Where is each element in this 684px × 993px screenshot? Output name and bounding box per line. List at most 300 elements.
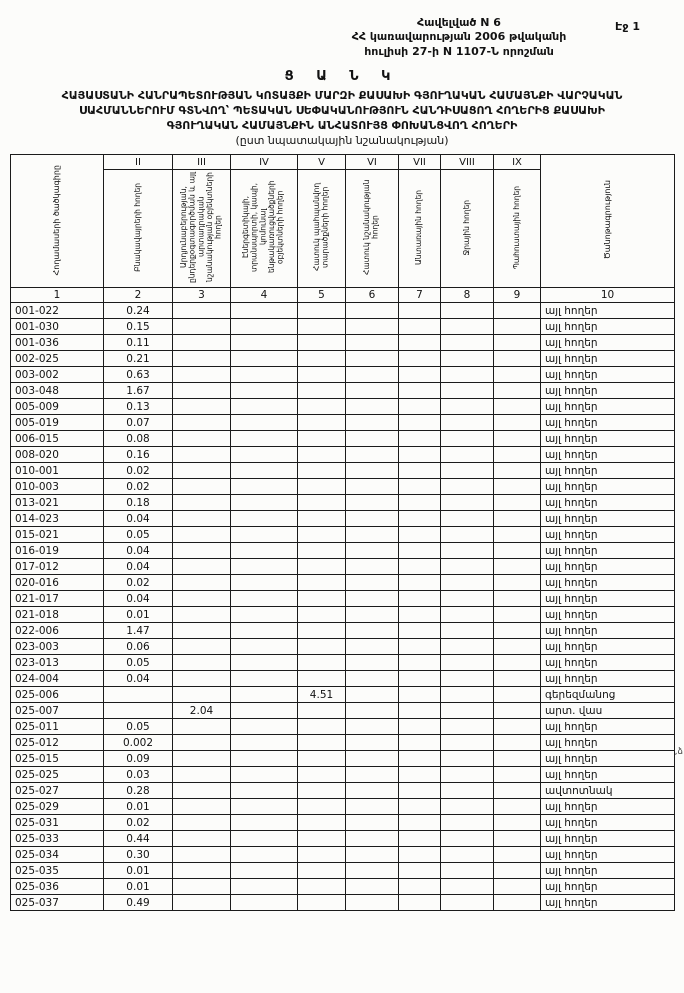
- value-cell: [173, 511, 231, 527]
- value-cell: [494, 319, 541, 335]
- value-cell: [399, 559, 441, 575]
- value-cell: [441, 527, 494, 543]
- value-cell: [298, 383, 346, 399]
- note-cell: այլ հողեր: [541, 303, 675, 319]
- value-cell: [441, 495, 494, 511]
- parcel-code-cell: 001-030: [11, 319, 104, 335]
- value-cell: [399, 703, 441, 719]
- value-cell: [399, 319, 441, 335]
- roman-numeral-ii: II: [104, 155, 173, 170]
- value-cell: [399, 591, 441, 607]
- value-cell: [173, 303, 231, 319]
- value-cell: [494, 687, 541, 703]
- value-cell: [346, 815, 399, 831]
- title-line-2: ՍԱՀՄԱՆՆԵՐՈՒՄ ԳՏՆՎՈՂ՝ ՊԵՏԱԿԱՆ ՍԵՓԱԿԱՆՈՒԹՅՈՒՆ ՀԱՆԴԻՍԱՑՈՂ ՀՈՂԵՐԻՑ ՔԱՍԱԽԻ: [79, 103, 605, 117]
- value-cell: 0.01: [104, 863, 173, 879]
- value-cell: [231, 415, 298, 431]
- value-cell: [231, 591, 298, 607]
- value-cell: [494, 799, 541, 815]
- value-cell: [298, 463, 346, 479]
- value-cell: [494, 703, 541, 719]
- value-cell: [173, 591, 231, 607]
- value-cell: [173, 319, 231, 335]
- value-cell: [231, 655, 298, 671]
- value-cell: [441, 799, 494, 815]
- note-cell: ավտոտնակ: [541, 783, 675, 799]
- column-header-energy-transport-lands: [231, 170, 298, 288]
- value-cell: 0.16: [104, 447, 173, 463]
- value-cell: [298, 783, 346, 799]
- value-cell: [346, 687, 399, 703]
- table-row: [11, 863, 675, 879]
- value-cell: [494, 847, 541, 863]
- table-row: [11, 703, 675, 719]
- value-cell: [441, 655, 494, 671]
- table-row: [11, 783, 675, 799]
- note-cell: այլ հողեր: [541, 623, 675, 639]
- table-row: [11, 639, 675, 655]
- value-cell: [173, 847, 231, 863]
- value-cell: [494, 575, 541, 591]
- parcel-code-cell: 021-017: [11, 591, 104, 607]
- value-cell: [494, 543, 541, 559]
- value-cell: 0.04: [104, 671, 173, 687]
- value-cell: [399, 735, 441, 751]
- value-cell: [399, 431, 441, 447]
- table-row: [11, 767, 675, 783]
- value-cell: [494, 415, 541, 431]
- roman-numeral-vii: VII: [399, 155, 441, 170]
- title-line-1: ՀԱՅԱՍՏԱՆԻ ՀԱՆՐԱՊԵՏՈՒԹՅԱՆ ԿՈՏԱՅՔԻ ՄԱՐԶԻ ՔԱՍԱԽԻ ԳՅՈՒՂԱԿԱՆ ՀԱՄԱՅՆՔԻ ՎԱՐՉԱԿԱՆ: [61, 88, 623, 102]
- note-cell: այլ հողեր: [541, 863, 675, 879]
- parcel-code-cell: 022-006: [11, 623, 104, 639]
- note-cell: այլ հողեր: [541, 383, 675, 399]
- value-cell: [346, 623, 399, 639]
- value-cell: [494, 447, 541, 463]
- parcel-code-cell: 025-031: [11, 815, 104, 831]
- parcel-code-cell: 017-012: [11, 559, 104, 575]
- value-cell: [104, 703, 173, 719]
- value-cell: [298, 447, 346, 463]
- value-cell: [231, 511, 298, 527]
- value-cell: [441, 623, 494, 639]
- value-cell: 0.21: [104, 351, 173, 367]
- column-number-10: 10: [541, 288, 675, 303]
- value-cell: [441, 447, 494, 463]
- settlement-lands-label: Բնակավայրերի հողեր: [132, 182, 142, 272]
- parcel-code-cell: 025-011: [11, 719, 104, 735]
- value-cell: [298, 671, 346, 687]
- value-cell: [399, 527, 441, 543]
- value-cell: 0.01: [104, 799, 173, 815]
- value-cell: 0.04: [104, 511, 173, 527]
- value-cell: [441, 559, 494, 575]
- value-cell: [298, 351, 346, 367]
- value-cell: [231, 495, 298, 511]
- table-row: [11, 431, 675, 447]
- value-cell: [231, 575, 298, 591]
- column-header-industrial-lands: [173, 170, 231, 288]
- note-cell: այլ հողեր: [541, 751, 675, 767]
- value-cell: [346, 431, 399, 447]
- parcel-code-cell: 025-034: [11, 847, 104, 863]
- value-cell: [441, 431, 494, 447]
- table-row: [11, 303, 675, 319]
- roman-numeral-ix: IX: [494, 155, 541, 170]
- value-cell: [231, 879, 298, 895]
- value-cell: [298, 303, 346, 319]
- value-cell: [441, 767, 494, 783]
- parcel-code-cell: 008-020: [11, 447, 104, 463]
- water-lands-label: Ջրային հողեր: [461, 199, 471, 256]
- value-cell: [494, 527, 541, 543]
- value-cell: [298, 511, 346, 527]
- table-row: [11, 383, 675, 399]
- table-row: [11, 319, 675, 335]
- value-cell: [173, 655, 231, 671]
- value-cell: [494, 815, 541, 831]
- value-cell: [104, 687, 173, 703]
- note-cell: այլ հողեր: [541, 527, 675, 543]
- value-cell: 0.44: [104, 831, 173, 847]
- note-cell: այլ հողեր: [541, 495, 675, 511]
- note-cell: արտ. վաս: [541, 703, 675, 719]
- value-cell: [441, 687, 494, 703]
- value-cell: [346, 607, 399, 623]
- table-row: [11, 831, 675, 847]
- note-cell: այլ հողեր: [541, 447, 675, 463]
- parcel-code-cell: 001-036: [11, 335, 104, 351]
- value-cell: [173, 335, 231, 351]
- page-number: Էջ 1: [615, 20, 640, 33]
- note-cell: այլ հողեր: [541, 463, 675, 479]
- value-cell: [346, 703, 399, 719]
- value-cell: 0.002: [104, 735, 173, 751]
- value-cell: [399, 815, 441, 831]
- value-cell: [399, 687, 441, 703]
- value-cell: [298, 399, 346, 415]
- forest-lands-label: Անտառային հողեր: [414, 189, 424, 265]
- note-cell: գերեզմանոց: [541, 687, 675, 703]
- value-cell: [231, 447, 298, 463]
- value-cell: 0.28: [104, 783, 173, 799]
- parcel-code-cell: 025-025: [11, 767, 104, 783]
- parcel-code-cell: 025-007: [11, 703, 104, 719]
- value-cell: [173, 783, 231, 799]
- roman-numeral-vi: VI: [346, 155, 399, 170]
- value-cell: [173, 687, 231, 703]
- note-cell: այլ հողեր: [541, 399, 675, 415]
- value-cell: [231, 623, 298, 639]
- value-cell: 0.04: [104, 591, 173, 607]
- value-cell: 0.24: [104, 303, 173, 319]
- value-cell: [298, 575, 346, 591]
- value-cell: [298, 479, 346, 495]
- parcel-code-cell: 005-009: [11, 399, 104, 415]
- value-cell: [231, 543, 298, 559]
- value-cell: [399, 415, 441, 431]
- value-cell: [346, 367, 399, 383]
- value-cell: [231, 767, 298, 783]
- column-header-special-purpose-lands: [346, 170, 399, 288]
- value-cell: [231, 399, 298, 415]
- value-cell: [399, 543, 441, 559]
- roman-numeral-viii: VIII: [441, 155, 494, 170]
- note-cell: այլ հողեր: [541, 335, 675, 351]
- parcel-code-cell: 023-003: [11, 639, 104, 655]
- column-number-4: 4: [231, 288, 298, 303]
- parcel-code-cell: 025-035: [11, 863, 104, 879]
- value-cell: [231, 479, 298, 495]
- value-cell: [346, 799, 399, 815]
- value-cell: [399, 479, 441, 495]
- column-header-settlement-lands: [104, 170, 173, 288]
- appendix-line-2: ՀՀ կառավարության 2006 թվականի: [351, 30, 567, 44]
- column-number-7: 7: [399, 288, 441, 303]
- value-cell: [231, 687, 298, 703]
- value-cell: [441, 511, 494, 527]
- value-cell: [173, 607, 231, 623]
- value-cell: [441, 671, 494, 687]
- note-cell: այլ հողեր: [541, 895, 675, 911]
- value-cell: [494, 783, 541, 799]
- value-cell: [231, 383, 298, 399]
- value-cell: 0.13: [104, 399, 173, 415]
- value-cell: [173, 895, 231, 911]
- value-cell: [231, 559, 298, 575]
- value-cell: [298, 719, 346, 735]
- value-cell: [173, 543, 231, 559]
- industrial-lands-label: Արդյունաբերության, ընդերքօգտագործման և այլ արտադրական նշանակության օբյեկտների հողեր: [178, 171, 223, 283]
- roman-numeral-iv: IV: [231, 155, 298, 170]
- value-cell: [231, 463, 298, 479]
- value-cell: [173, 831, 231, 847]
- value-cell: [346, 511, 399, 527]
- table-row: [11, 399, 675, 415]
- value-cell: [441, 751, 494, 767]
- value-cell: [173, 527, 231, 543]
- value-cell: [298, 735, 346, 751]
- note-cell: այլ հողեր: [541, 575, 675, 591]
- protected-area-lands-label: Հատուկ պահպանվող տարածքների հողեր: [311, 183, 330, 272]
- value-cell: [346, 319, 399, 335]
- parcel-code-cell: 025-027: [11, 783, 104, 799]
- value-cell: [441, 351, 494, 367]
- value-cell: [346, 831, 399, 847]
- value-cell: [173, 719, 231, 735]
- value-cell: 1.47: [104, 623, 173, 639]
- value-cell: 0.04: [104, 559, 173, 575]
- parcel-code-cell: 002-025: [11, 351, 104, 367]
- document-page: [0, 16, 684, 911]
- value-cell: [399, 719, 441, 735]
- parcel-code-cell: 013-021: [11, 495, 104, 511]
- value-cell: [298, 607, 346, 623]
- note-cell: այլ հողեր: [541, 815, 675, 831]
- parcel-code-cell: 025-033: [11, 831, 104, 847]
- value-cell: [441, 879, 494, 895]
- table-row: [11, 447, 675, 463]
- value-cell: [399, 447, 441, 463]
- value-cell: [399, 575, 441, 591]
- value-cell: [173, 671, 231, 687]
- parcel-code-cell: 006-015: [11, 431, 104, 447]
- value-cell: [231, 815, 298, 831]
- value-cell: [494, 383, 541, 399]
- roman-numeral-row: [11, 155, 675, 170]
- value-cell: [346, 559, 399, 575]
- column-header-protected-area-lands: [298, 170, 346, 288]
- value-cell: [441, 335, 494, 351]
- value-cell: [399, 671, 441, 687]
- value-cell: 0.30: [104, 847, 173, 863]
- value-cell: [173, 351, 231, 367]
- value-cell: [298, 591, 346, 607]
- value-cell: [346, 639, 399, 655]
- value-cell: [441, 543, 494, 559]
- table-row: [11, 815, 675, 831]
- parcel-code-cell: 024-004: [11, 671, 104, 687]
- value-cell: [173, 751, 231, 767]
- value-cell: [173, 415, 231, 431]
- document-subtitle: (ըստ նպատակային նշանակության): [235, 134, 449, 148]
- value-cell: [494, 335, 541, 351]
- note-cell: այլ հողեր: [541, 607, 675, 623]
- value-cell: 0.09: [104, 751, 173, 767]
- value-cell: [346, 383, 399, 399]
- value-cell: [399, 751, 441, 767]
- value-cell: [494, 431, 541, 447]
- table-row: [11, 895, 675, 911]
- note-cell: այլ հողեր: [541, 847, 675, 863]
- value-cell: 0.04: [104, 543, 173, 559]
- value-cell: 0.06: [104, 639, 173, 655]
- special-purpose-lands-label: Հատուկ նշանակության հողեր: [362, 179, 380, 276]
- value-cell: [441, 783, 494, 799]
- note-cell: այլ հողեր: [541, 479, 675, 495]
- value-cell: [298, 767, 346, 783]
- value-cell: [399, 351, 441, 367]
- value-cell: [173, 735, 231, 751]
- value-cell: [231, 799, 298, 815]
- value-cell: 0.05: [104, 527, 173, 543]
- value-cell: [399, 335, 441, 351]
- table-row: [11, 495, 675, 511]
- value-cell: [298, 415, 346, 431]
- marginal-mark: ,ձ: [674, 747, 683, 757]
- parcel-code-cell: 010-003: [11, 479, 104, 495]
- value-cell: [173, 431, 231, 447]
- value-cell: 0.02: [104, 479, 173, 495]
- value-cell: [441, 719, 494, 735]
- value-cell: [441, 831, 494, 847]
- value-cell: [346, 463, 399, 479]
- note-cell: այլ հողեր: [541, 639, 675, 655]
- land-parcels-table: [10, 154, 675, 911]
- parcel-code-cell: 003-048: [11, 383, 104, 399]
- value-cell: [494, 463, 541, 479]
- table-row: [11, 335, 675, 351]
- value-cell: [494, 303, 541, 319]
- value-cell: [173, 639, 231, 655]
- value-cell: [494, 751, 541, 767]
- value-cell: [399, 511, 441, 527]
- table-row: [11, 351, 675, 367]
- value-cell: [494, 511, 541, 527]
- value-cell: [346, 783, 399, 799]
- value-cell: 4.51: [298, 687, 346, 703]
- value-cell: [173, 479, 231, 495]
- table-row: [11, 751, 675, 767]
- value-cell: [231, 319, 298, 335]
- value-cell: [441, 399, 494, 415]
- parcel-code-cell: 025-012: [11, 735, 104, 751]
- value-cell: [346, 847, 399, 863]
- value-cell: [494, 351, 541, 367]
- value-cell: [494, 879, 541, 895]
- value-cell: [231, 863, 298, 879]
- value-cell: [346, 399, 399, 415]
- value-cell: [298, 495, 346, 511]
- value-cell: [298, 655, 346, 671]
- value-cell: [494, 639, 541, 655]
- value-cell: [298, 895, 346, 911]
- note-cell: այլ հողեր: [541, 799, 675, 815]
- value-cell: 0.18: [104, 495, 173, 511]
- value-cell: [231, 431, 298, 447]
- value-cell: [298, 879, 346, 895]
- value-cell: [173, 495, 231, 511]
- parcel-code-cell: 014-023: [11, 511, 104, 527]
- value-cell: 1.67: [104, 383, 173, 399]
- value-cell: [231, 335, 298, 351]
- value-cell: [298, 319, 346, 335]
- parcel-code-cell: 025-015: [11, 751, 104, 767]
- value-cell: [346, 591, 399, 607]
- note-cell: այլ հողեր: [541, 831, 675, 847]
- reserve-lands-label: Պահուստային հողեր: [511, 185, 521, 269]
- value-cell: [346, 719, 399, 735]
- parcel-code-cell: 025-029: [11, 799, 104, 815]
- value-cell: [298, 559, 346, 575]
- table-row: [11, 655, 675, 671]
- value-cell: [494, 367, 541, 383]
- column-header-note: [541, 155, 675, 288]
- value-cell: [231, 719, 298, 735]
- value-cell: [399, 767, 441, 783]
- value-cell: [494, 831, 541, 847]
- value-cell: [399, 655, 441, 671]
- value-cell: [231, 351, 298, 367]
- value-cell: [298, 639, 346, 655]
- parcel-code-cell: 016-019: [11, 543, 104, 559]
- table-row: [11, 479, 675, 495]
- value-cell: [441, 591, 494, 607]
- value-cell: [173, 383, 231, 399]
- parcel-code-cell: 005-019: [11, 415, 104, 431]
- value-cell: [173, 815, 231, 831]
- value-cell: [231, 607, 298, 623]
- value-cell: [231, 831, 298, 847]
- value-cell: [346, 351, 399, 367]
- title-line-3: ԳՅՈՒՂԱԿԱՆ ՀԱՄԱՅՆՔԻՆ ԱՆՀԱՏՈՒՅՑ ՓՈԽԱՆՑՎՈՂ ՀՈՂԵՐԻ: [166, 118, 518, 132]
- value-cell: [399, 463, 441, 479]
- value-cell: [441, 415, 494, 431]
- value-cell: [399, 399, 441, 415]
- table-row: [11, 799, 675, 815]
- value-cell: [399, 639, 441, 655]
- value-cell: [231, 303, 298, 319]
